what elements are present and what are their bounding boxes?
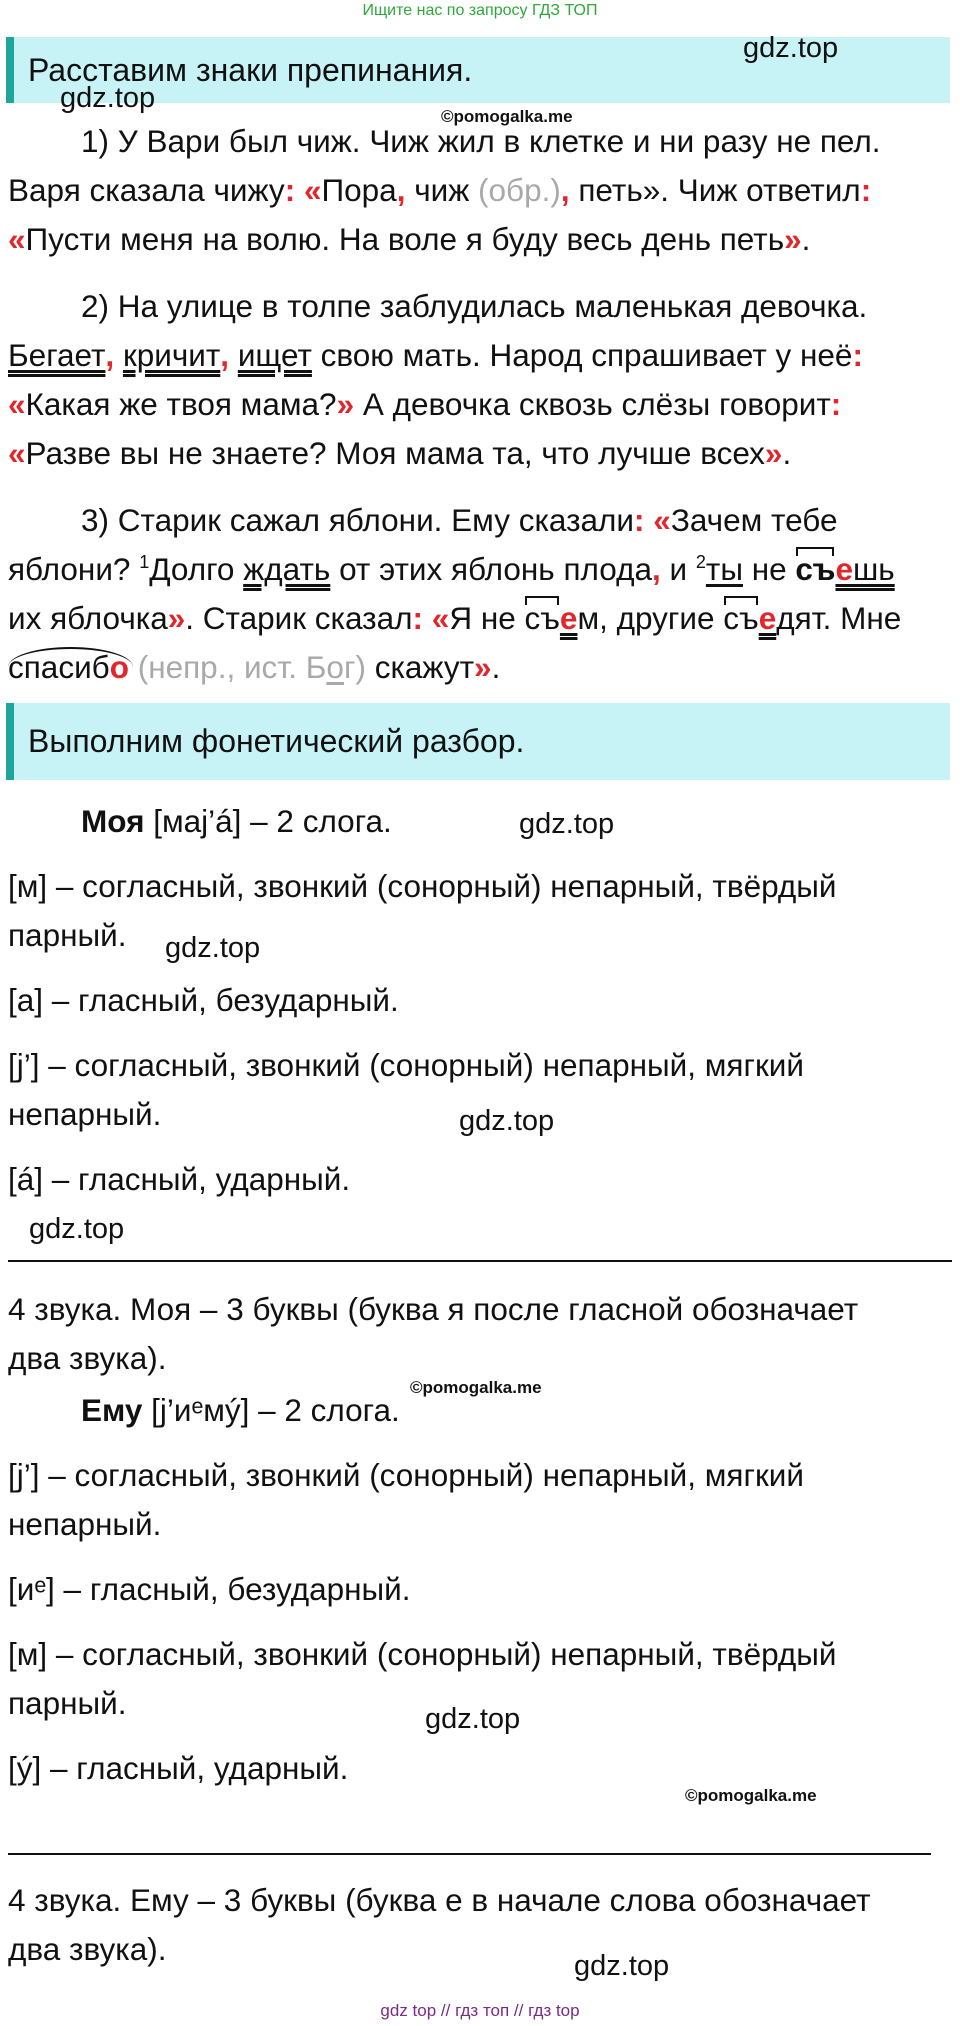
punct-mark: : (852, 337, 863, 373)
punct-mark: : (860, 172, 872, 208)
punct-mark: « (8, 221, 26, 257)
highlight-letter: е (758, 600, 777, 636)
transcription: [j’иᵉмý] – 2 слога. (142, 1392, 400, 1428)
section-title: Выполним фонетический разбор. (28, 723, 525, 759)
text: Пора (321, 172, 397, 208)
text-line (8, 797, 392, 846)
text: 3) Старик сажал яблони. Ему сказали (81, 502, 635, 538)
punct-mark: « (431, 600, 450, 636)
punct-mark: » (784, 221, 802, 257)
punct-mark: : (634, 502, 645, 538)
text-line: непарный. (8, 1096, 162, 1132)
text-line (8, 117, 881, 166)
watermark-pomogalka: ©pomogalka.me (410, 1378, 542, 1397)
punct-mark: , (652, 551, 661, 587)
text: Какая же твоя мама? (25, 386, 337, 422)
punct-mark: , (105, 337, 115, 373)
text: А девочка сквозь слёзы говорит (354, 386, 831, 422)
text: 1) У Вари был чиж. Чиж жил в клетке и ни разу не пел. (81, 123, 881, 159)
text: . (801, 221, 811, 257)
grammar-note: (непр., ист. Б (128, 649, 327, 685)
watermark: gdz.top (519, 808, 615, 840)
text-line (8, 594, 901, 643)
grammar-note: г) (343, 649, 366, 685)
footnote-mark: 1 (139, 552, 150, 572)
grammar-note: (обр.) (478, 172, 561, 208)
text: скажут (365, 649, 475, 685)
watermark: gdz.top (425, 1703, 521, 1735)
text: 2) На улице в толпе заблудилась маленькая девочка. (81, 288, 868, 324)
text-line: [j’] – согласный, звонкий (сонорный) непарный, мягкий (8, 1047, 804, 1083)
text: и (660, 551, 696, 587)
text-line (8, 545, 895, 594)
watermark: gdz.top (743, 32, 839, 64)
text: спасиб (8, 649, 110, 685)
predicate-word: ищет (237, 337, 312, 373)
text-line: [иᵉ] – гласный, безударный. (8, 1571, 411, 1607)
text-line (8, 282, 867, 331)
text: их яблочка (8, 600, 168, 636)
text-line (8, 496, 837, 545)
text-line (8, 380, 841, 429)
highlight-letter: е (835, 551, 853, 587)
text: чиж (405, 172, 479, 208)
text: Варя сказала чижу (8, 172, 285, 208)
text-line (8, 215, 810, 264)
watermark: gdz.top (29, 1213, 125, 1245)
text-line (8, 166, 871, 215)
text-line (8, 331, 863, 380)
predicate-word: кричит (122, 337, 221, 373)
punct-mark: , (396, 172, 406, 208)
text: Я не (449, 600, 525, 636)
prefix-mark: съ (723, 594, 758, 643)
text-line: [ý] – гласный, ударный. (8, 1750, 349, 1786)
divider (8, 1260, 952, 1262)
text-line: [м] – согласный, звонкий (сонорный) непарный, твёрдый (8, 868, 837, 904)
text-line: 4 звука. Моя – 3 буквы (буква я после гласной обозначает (8, 1291, 859, 1327)
text-line: [á] – гласный, ударный. (8, 1161, 351, 1197)
watermark-pomogalka: ©pomogalka.me (685, 1786, 817, 1805)
watermark: gdz.top (60, 82, 156, 114)
predicate-word: Бегает (8, 337, 106, 373)
text: от этих яблонь плода (330, 551, 652, 587)
text-line: [а] – гласный, безударный. (8, 982, 399, 1018)
text-line: 4 звука. Ему – 3 буквы (буква е в начале слова обозначает (8, 1882, 871, 1918)
highlight-letter: о (109, 649, 129, 685)
punct-mark: » (764, 435, 783, 471)
text: свою мать. Народ спрашивает у неё (311, 337, 853, 373)
prefix-mark: съ (524, 594, 559, 643)
text: не (742, 551, 796, 587)
text: Зачем тебе (670, 502, 838, 538)
text-line: [м] – согласный, звонкий (сонорный) непарный, твёрдый (8, 1636, 837, 1672)
subject-word: ты (705, 551, 743, 587)
text: шь (853, 551, 895, 587)
text: дят. Мне (776, 600, 902, 636)
text-line: два звука). (8, 1931, 167, 1967)
punct-mark: « (8, 386, 26, 422)
predicate-word: ждать (243, 551, 331, 587)
transcription: [маj’á] – 2 слога. (144, 803, 392, 839)
section-title: Расставим знаки препинания. (28, 51, 473, 88)
punct-mark: « (303, 172, 322, 208)
text-line: спасибо (непр., ист. Бог) скажут». (8, 643, 500, 692)
watermark: gdz.top (574, 1950, 670, 1982)
text-line: парный. (8, 1685, 127, 1721)
watermark: gdz.top (165, 932, 261, 964)
text: Разве вы не знаете? Моя мама та, что лучше всех (25, 435, 765, 471)
text-line: [j’] – согласный, звонкий (сонорный) непарный, мягкий (8, 1457, 804, 1493)
text-line: «Разве вы не знаете? Моя мама та, что лучше всех». (8, 435, 792, 471)
text: . Старик сказал (185, 600, 413, 636)
punct-mark: : (412, 600, 424, 636)
punct-mark: : (830, 386, 842, 422)
analyzed-word: Ему (81, 1392, 143, 1428)
highlight-letter: е (559, 600, 578, 636)
punct-mark: « (8, 435, 26, 471)
text: Пусти меня на волю. На воле я буду весь день петь (25, 221, 785, 257)
footnote-mark: 2 (695, 552, 706, 572)
text: яблони? (8, 551, 140, 587)
watermark-pomogalka: ©pomogalka.me (441, 107, 573, 126)
punct-mark: : (284, 172, 296, 208)
punct-mark: » (167, 600, 186, 636)
section-header-phonetic (6, 703, 950, 780)
punct-mark: « (653, 502, 671, 538)
analyzed-word: Моя (81, 803, 145, 839)
text: петь». Чиж ответил (569, 172, 861, 208)
top-search-note: Ищите нас по запросу ГДЗ ТОП (362, 2, 598, 19)
text-line: два звука). (8, 1340, 167, 1376)
punct-mark: » (474, 649, 492, 685)
watermark: gdz.top (459, 1105, 555, 1137)
grammar-note: о (326, 649, 344, 685)
prefix-mark: съ (795, 545, 835, 594)
text-line: парный. (8, 917, 127, 953)
text-line: непарный. (8, 1506, 162, 1542)
text: Долго (149, 551, 244, 587)
footer-links[interactable]: gdz top // гдз топ // гдз top (380, 2001, 580, 2020)
divider (8, 1853, 931, 1855)
punct-mark: , (220, 337, 230, 373)
punct-mark: , (560, 172, 570, 208)
text-line (8, 1386, 400, 1435)
text: м, другие (577, 600, 724, 636)
punct-mark: » (336, 386, 355, 422)
